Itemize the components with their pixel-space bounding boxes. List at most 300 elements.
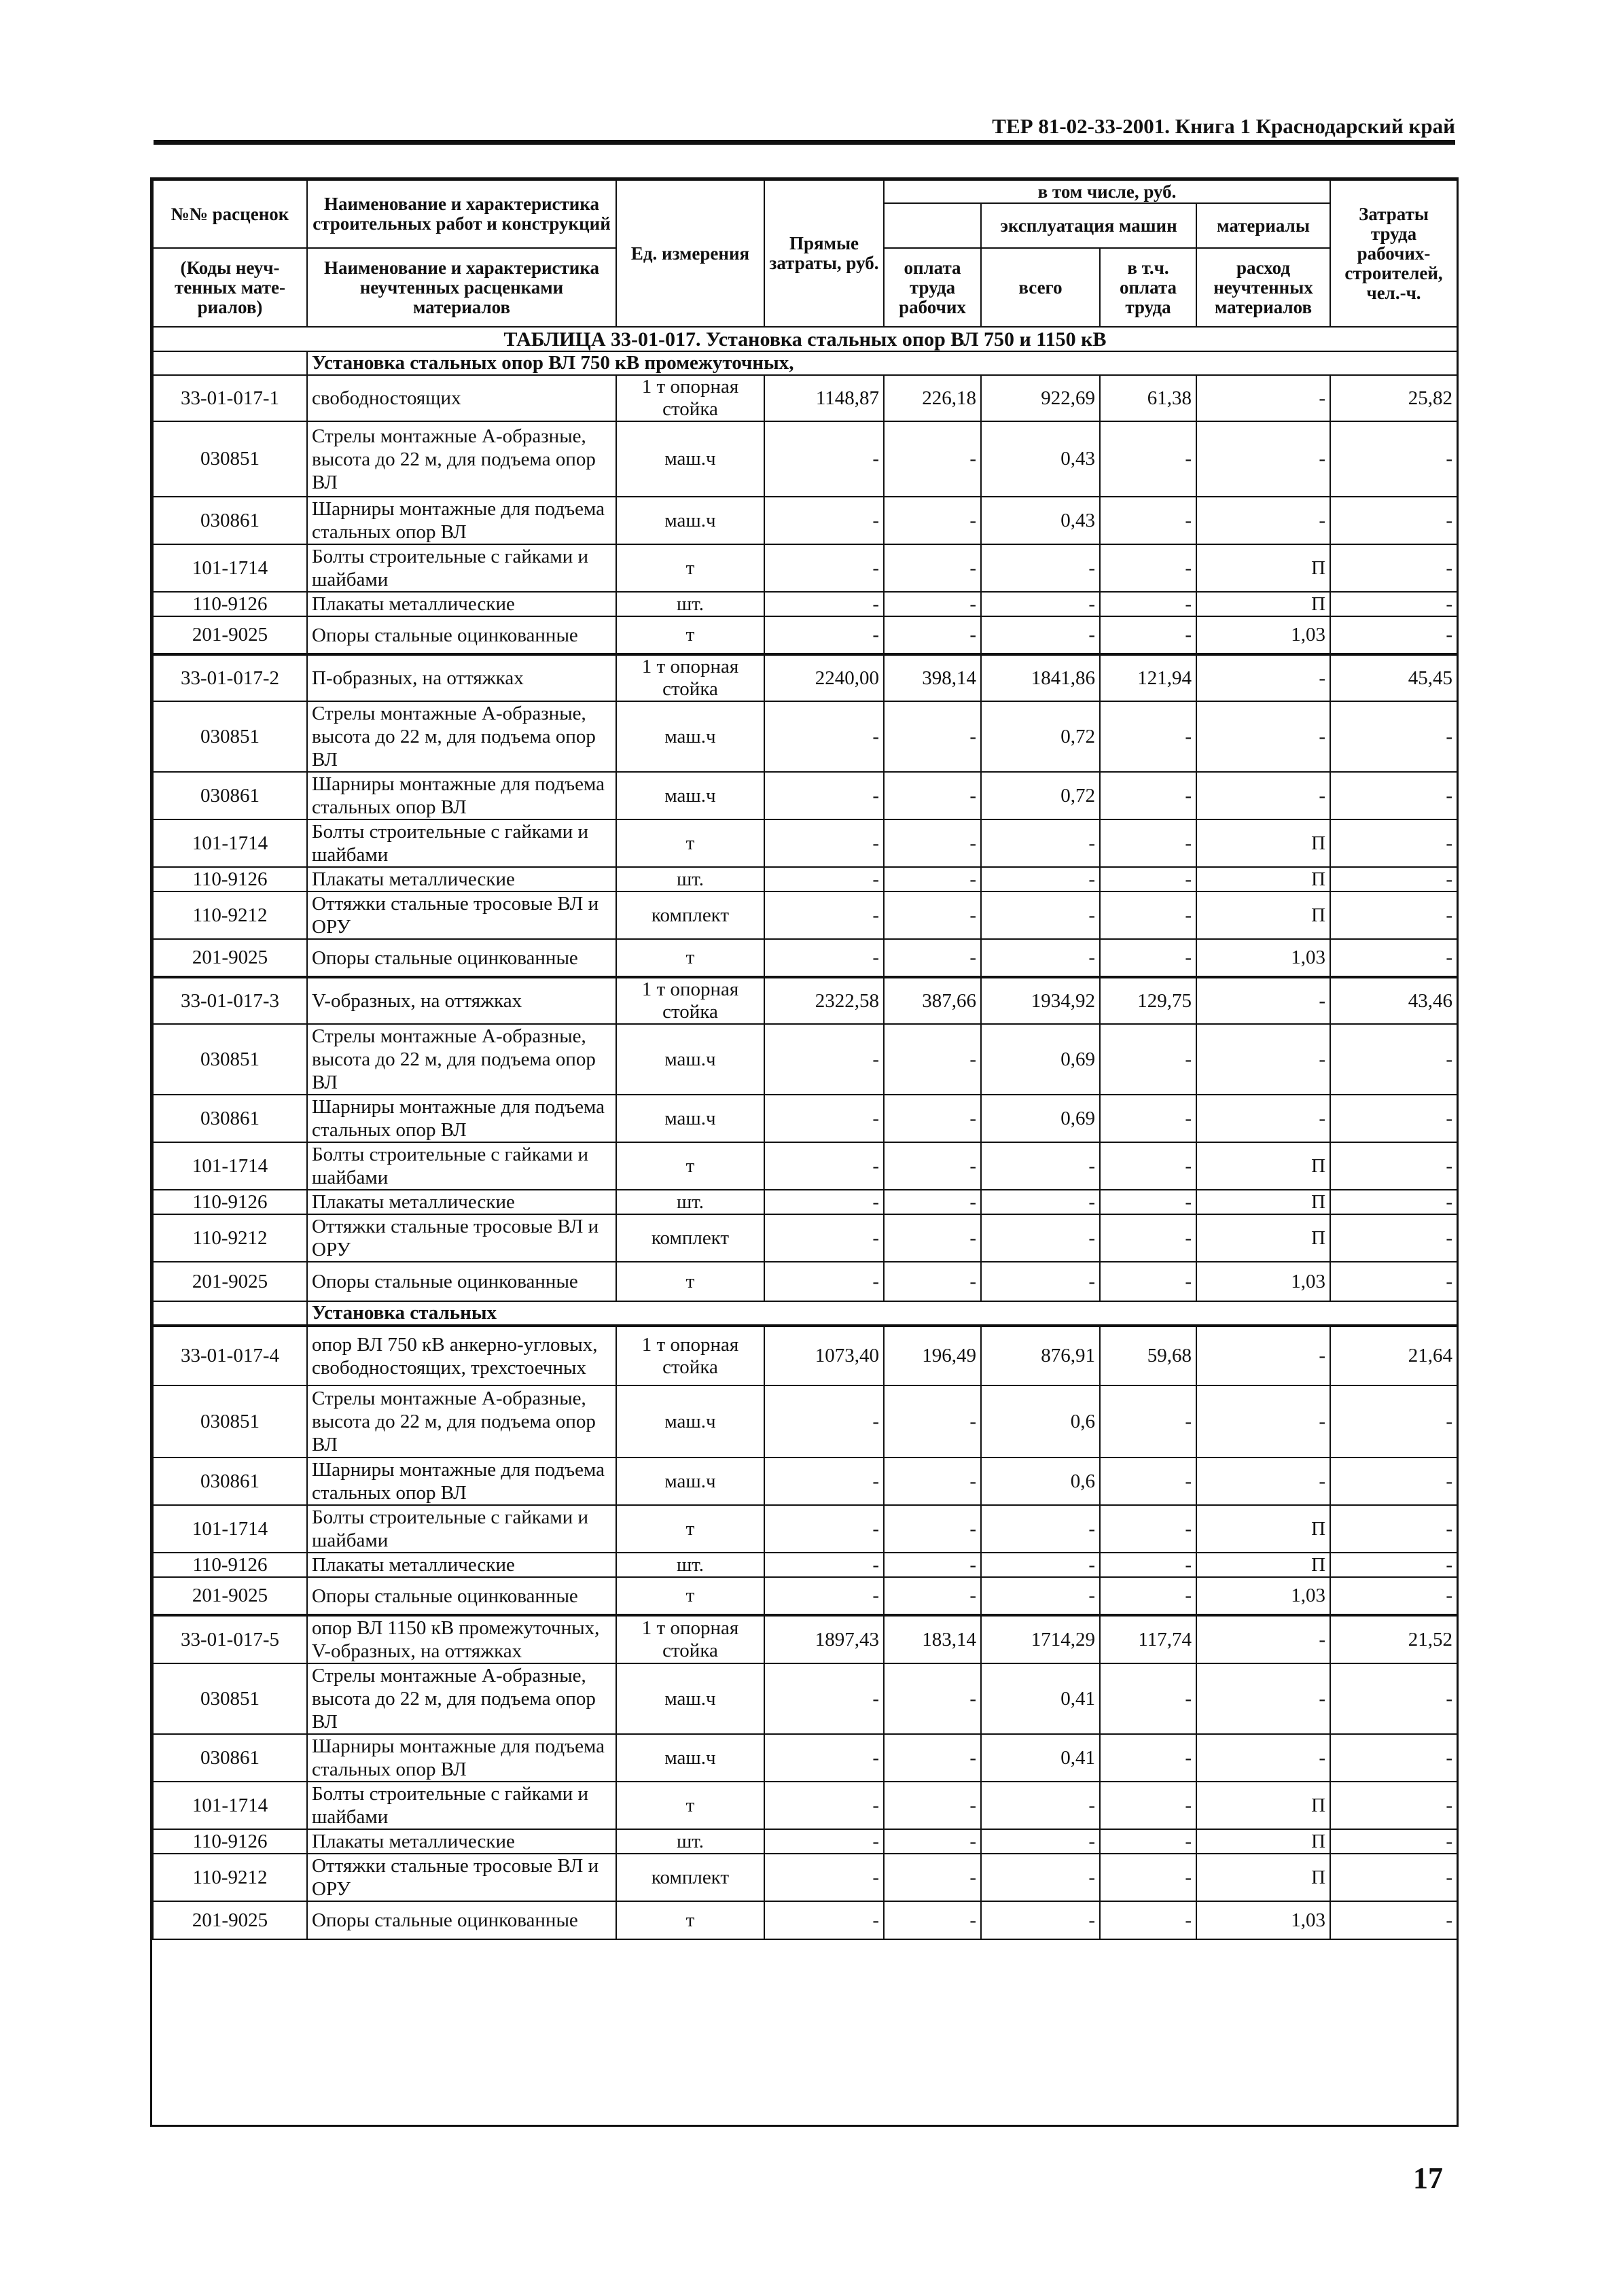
material-row [153, 1663, 1457, 1734]
direct-cost: - [764, 1142, 884, 1190]
material-row [153, 1782, 1457, 1829]
materials-cost: - [1196, 977, 1330, 1024]
machine-cost: 1714,29 [981, 1615, 1100, 1663]
rate-code: 101-1714 [153, 1505, 307, 1553]
materials-cost: П [1196, 1190, 1330, 1214]
machine-wage: - [1100, 1024, 1196, 1095]
rate-unit: маш.ч [616, 1095, 764, 1142]
labor-cost: - [1330, 1262, 1457, 1301]
materials-cost: П [1196, 1553, 1330, 1577]
machine-wage: 61,38 [1100, 375, 1196, 421]
material-row [153, 1553, 1457, 1577]
machine-cost: - [981, 819, 1100, 867]
materials-cost: П [1196, 891, 1330, 939]
worker-wage: 398,14 [884, 654, 981, 701]
direct-cost: - [764, 592, 884, 616]
materials-cost: - [1196, 1615, 1330, 1663]
direct-cost: 1148,87 [764, 375, 884, 421]
materials-cost: - [1196, 1458, 1330, 1505]
worker-wage: - [884, 1385, 981, 1458]
labor-cost: - [1330, 1458, 1457, 1505]
labor-cost: - [1330, 1385, 1457, 1458]
rate-name: Шарниры монтажные для подъема стальных опор ВЛ [307, 772, 616, 819]
rate-code: 110-9212 [153, 891, 307, 939]
machine-cost: - [981, 1901, 1100, 1939]
direct-cost: - [764, 819, 884, 867]
worker-wage: - [884, 592, 981, 616]
machine-cost: - [981, 1262, 1100, 1301]
rate-name: Опоры стальные оцинкованные [307, 616, 616, 654]
rate-unit: т [616, 1142, 764, 1190]
material-row [153, 1734, 1457, 1782]
direct-cost: - [764, 1663, 884, 1734]
direct-cost: - [764, 421, 884, 497]
rate-name: V-образных, на оттяжках [307, 977, 616, 1024]
rate-name: Болты строительные с гайками и шайбами [307, 1142, 616, 1190]
materials-cost: - [1196, 1024, 1330, 1095]
machine-wage: - [1100, 1505, 1196, 1553]
col-header-wage-top [884, 203, 981, 248]
machine-wage: - [1100, 1734, 1196, 1782]
materials-cost: П [1196, 1214, 1330, 1262]
labor-cost: - [1330, 1142, 1457, 1190]
material-row [153, 1829, 1457, 1854]
materials-cost: - [1196, 1095, 1330, 1142]
rate-row [153, 375, 1457, 421]
material-row [153, 497, 1457, 544]
worker-wage: - [884, 1829, 981, 1854]
labor-cost: - [1330, 867, 1457, 891]
price-table [152, 179, 1458, 1940]
rate-unit: т [616, 1505, 764, 1553]
machine-cost: 0,43 [981, 497, 1100, 544]
col-header-code: №№ расценок [153, 180, 307, 248]
machine-cost: 876,91 [981, 1326, 1100, 1385]
rate-code: 33-01-017-5 [153, 1615, 307, 1663]
rate-name: Шарниры монтажные для подъема стальных опор ВЛ [307, 1095, 616, 1142]
machine-wage: 117,74 [1100, 1615, 1196, 1663]
table-title: ТАБЛИЦА 33-01-017. Установка стальных опор ВЛ 750 и 1150 кВ [153, 327, 1457, 351]
direct-cost: - [764, 1734, 884, 1782]
direct-cost: - [764, 867, 884, 891]
worker-wage: - [884, 1663, 981, 1734]
machine-wage: - [1100, 1214, 1196, 1262]
labor-cost: - [1330, 1553, 1457, 1577]
materials-cost: П [1196, 867, 1330, 891]
machine-wage: - [1100, 1901, 1196, 1939]
machine-cost: - [981, 939, 1100, 977]
material-row [153, 544, 1457, 592]
worker-wage: - [884, 1458, 981, 1505]
page-number: 17 [1413, 2161, 1443, 2195]
material-row [153, 616, 1457, 654]
materials-cost: 1,03 [1196, 1901, 1330, 1939]
col-header-incl: в том числе, руб. [884, 180, 1330, 203]
worker-wage: - [884, 1901, 981, 1939]
machine-wage: - [1100, 1458, 1196, 1505]
running-header [154, 114, 1455, 138]
materials-cost: - [1196, 772, 1330, 819]
machine-cost: 0,41 [981, 1734, 1100, 1782]
rate-unit: т [616, 1901, 764, 1939]
direct-cost: - [764, 701, 884, 772]
rate-code: 101-1714 [153, 1142, 307, 1190]
labor-cost: - [1330, 421, 1457, 497]
rate-code: 201-9025 [153, 1901, 307, 1939]
machine-cost: - [981, 1577, 1100, 1615]
rate-code: 030851 [153, 1663, 307, 1734]
worker-wage: 196,49 [884, 1326, 981, 1385]
material-row [153, 1505, 1457, 1553]
rate-unit: маш.ч [616, 1024, 764, 1095]
machine-wage: - [1100, 1577, 1196, 1615]
rate-name: Плакаты металлические [307, 1190, 616, 1214]
direct-cost: - [764, 1505, 884, 1553]
rate-unit: 1 т опорная стойка [616, 375, 764, 421]
header-text: ТЕР 81-02-33-2001. Книга 1 Краснодарский край [992, 114, 1455, 138]
materials-cost: - [1196, 1385, 1330, 1458]
rate-name: опор ВЛ 1150 кВ промежуточных, V-образных, на оттяжках [307, 1615, 616, 1663]
worker-wage: - [884, 1214, 981, 1262]
direct-cost: - [764, 544, 884, 592]
group-spacer [153, 351, 307, 375]
rate-name: Опоры стальные оцинкованные [307, 1262, 616, 1301]
rate-code: 201-9025 [153, 616, 307, 654]
material-row [153, 1214, 1457, 1262]
rate-name: Опоры стальные оцинкованные [307, 939, 616, 977]
material-row [153, 1854, 1457, 1901]
machine-wage: 129,75 [1100, 977, 1196, 1024]
materials-cost: - [1196, 654, 1330, 701]
rate-name: Стрелы монтажные А-образные, высота до 22 м, для подъема опор ВЛ [307, 421, 616, 497]
rate-code: 110-9126 [153, 867, 307, 891]
labor-cost: - [1330, 1505, 1457, 1553]
materials-cost: П [1196, 592, 1330, 616]
labor-cost: - [1330, 1190, 1457, 1214]
rate-code: 110-9212 [153, 1854, 307, 1901]
worker-wage: - [884, 1734, 981, 1782]
materials-cost: - [1196, 1326, 1330, 1385]
materials-cost: - [1196, 375, 1330, 421]
machine-wage: - [1100, 497, 1196, 544]
labor-cost: 43,46 [1330, 977, 1457, 1024]
col-header-direct: Прямые затраты, руб. [764, 180, 884, 327]
material-row [153, 1901, 1457, 1939]
worker-wage: - [884, 1142, 981, 1190]
rate-unit: т [616, 1782, 764, 1829]
labor-cost: - [1330, 1734, 1457, 1782]
direct-cost: - [764, 1553, 884, 1577]
worker-wage: - [884, 1262, 981, 1301]
rate-code: 201-9025 [153, 939, 307, 977]
rate-row [153, 1326, 1457, 1385]
machine-cost: - [981, 544, 1100, 592]
direct-cost: 1073,40 [764, 1326, 884, 1385]
materials-cost: П [1196, 819, 1330, 867]
worker-wage: - [884, 772, 981, 819]
rate-unit: комплект [616, 1214, 764, 1262]
machine-wage: - [1100, 891, 1196, 939]
rate-name: П-образных, на оттяжках [307, 654, 616, 701]
labor-cost: - [1330, 1901, 1457, 1939]
materials-cost: П [1196, 1142, 1330, 1190]
rate-unit: 1 т опорная стойка [616, 1615, 764, 1663]
worker-wage: - [884, 497, 981, 544]
worker-wage: - [884, 1854, 981, 1901]
col-header-wage: оплата труда рабочих [884, 248, 981, 327]
materials-cost: - [1196, 1734, 1330, 1782]
worker-wage: - [884, 939, 981, 977]
worker-wage: 183,14 [884, 1615, 981, 1663]
labor-cost: - [1330, 1577, 1457, 1615]
worker-wage: - [884, 544, 981, 592]
material-row [153, 1142, 1457, 1190]
rate-name: Стрелы монтажные А-образные, высота до 22 м, для подъема опор ВЛ [307, 1024, 616, 1095]
materials-cost: П [1196, 544, 1330, 592]
labor-cost: - [1330, 701, 1457, 772]
rate-unit: маш.ч [616, 1663, 764, 1734]
machine-cost: - [981, 867, 1100, 891]
materials-cost: - [1196, 421, 1330, 497]
direct-cost: - [764, 772, 884, 819]
labor-cost: - [1330, 616, 1457, 654]
material-row [153, 772, 1457, 819]
rate-code: 33-01-017-4 [153, 1326, 307, 1385]
labor-cost: - [1330, 772, 1457, 819]
rate-code: 110-9126 [153, 1190, 307, 1214]
materials-cost: - [1196, 701, 1330, 772]
rate-code: 030861 [153, 1734, 307, 1782]
machine-wage: - [1100, 1262, 1196, 1301]
machine-cost: 922,69 [981, 375, 1100, 421]
machine-wage: - [1100, 772, 1196, 819]
machine-cost: - [981, 1505, 1100, 1553]
rate-name: Оттяжки стальные тросовые ВЛ и ОРУ [307, 891, 616, 939]
rate-code: 030851 [153, 701, 307, 772]
machine-wage: 59,68 [1100, 1326, 1196, 1385]
rate-unit: шт. [616, 592, 764, 616]
worker-wage: - [884, 1190, 981, 1214]
rate-code: 33-01-017-3 [153, 977, 307, 1024]
machine-cost: 0,6 [981, 1385, 1100, 1458]
materials-cost: 1,03 [1196, 1262, 1330, 1301]
machine-cost: 0,72 [981, 701, 1100, 772]
machine-wage: - [1100, 1142, 1196, 1190]
materials-cost: 1,03 [1196, 1577, 1330, 1615]
worker-wage: - [884, 1782, 981, 1829]
labor-cost: - [1330, 819, 1457, 867]
header-rule [154, 140, 1455, 145]
worker-wage: - [884, 1505, 981, 1553]
worker-wage: - [884, 701, 981, 772]
rate-unit: маш.ч [616, 421, 764, 497]
labor-cost: - [1330, 1024, 1457, 1095]
material-row [153, 867, 1457, 891]
worker-wage: - [884, 1095, 981, 1142]
rate-name: Опоры стальные оцинкованные [307, 1901, 616, 1939]
rate-unit: т [616, 544, 764, 592]
rate-code: 030851 [153, 1385, 307, 1458]
worker-wage: - [884, 1577, 981, 1615]
worker-wage: 226,18 [884, 375, 981, 421]
col-header-materials: материалы [1196, 203, 1330, 248]
rate-name: Шарниры монтажные для подъема стальных опор ВЛ [307, 497, 616, 544]
price-table-frame [150, 177, 1459, 2127]
col-header-code-sub: (Коды неуч-тенных мате-риалов) [153, 248, 307, 327]
labor-cost: - [1330, 1663, 1457, 1734]
rate-row [153, 1615, 1457, 1663]
machine-wage: - [1100, 1854, 1196, 1901]
rate-code: 33-01-017-2 [153, 654, 307, 701]
direct-cost: - [764, 891, 884, 939]
rate-code: 110-9212 [153, 1214, 307, 1262]
machine-cost: - [981, 1553, 1100, 1577]
group-row [153, 351, 1457, 375]
machine-cost: 0,69 [981, 1095, 1100, 1142]
rate-unit: т [616, 1262, 764, 1301]
rate-row [153, 654, 1457, 701]
rate-row [153, 977, 1457, 1024]
rate-unit: т [616, 1577, 764, 1615]
labor-cost: 21,64 [1330, 1326, 1457, 1385]
rate-code: 030861 [153, 1458, 307, 1505]
labor-cost: - [1330, 1214, 1457, 1262]
machine-cost: 1841,86 [981, 654, 1100, 701]
machine-cost: - [981, 1214, 1100, 1262]
machine-wage: - [1100, 421, 1196, 497]
material-row [153, 939, 1457, 977]
rate-unit: маш.ч [616, 1734, 764, 1782]
labor-cost: - [1330, 1854, 1457, 1901]
machine-cost: 0,69 [981, 1024, 1100, 1095]
rate-name: Болты строительные с гайками и шайбами [307, 1505, 616, 1553]
machine-wage: - [1100, 616, 1196, 654]
direct-cost: - [764, 1577, 884, 1615]
machine-cost: - [981, 1829, 1100, 1854]
labor-cost: - [1330, 1095, 1457, 1142]
col-header-exploit-total: всего [981, 248, 1100, 327]
machine-wage: - [1100, 819, 1196, 867]
rate-code: 101-1714 [153, 1782, 307, 1829]
rate-name: Болты строительные с гайками и шайбами [307, 819, 616, 867]
rate-code: 030861 [153, 497, 307, 544]
rate-name: Оттяжки стальные тросовые ВЛ и ОРУ [307, 1854, 616, 1901]
labor-cost: - [1330, 544, 1457, 592]
materials-cost: П [1196, 1505, 1330, 1553]
table-body [153, 327, 1457, 1939]
materials-cost: П [1196, 1782, 1330, 1829]
material-row [153, 1024, 1457, 1095]
machine-wage: - [1100, 1553, 1196, 1577]
machine-cost: 0,72 [981, 772, 1100, 819]
materials-cost: П [1196, 1829, 1330, 1854]
rate-unit: т [616, 819, 764, 867]
rate-name: Стрелы монтажные А-образные, высота до 22 м, для подъема опор ВЛ [307, 1663, 616, 1734]
rate-name: Болты строительные с гайками и шайбами [307, 1782, 616, 1829]
direct-cost: - [764, 1829, 884, 1854]
group-row [153, 1301, 1457, 1326]
machine-cost: - [981, 891, 1100, 939]
machine-wage: - [1100, 939, 1196, 977]
rate-unit: шт. [616, 1190, 764, 1214]
rate-name: Плакаты металлические [307, 867, 616, 891]
rate-name: свободностоящих [307, 375, 616, 421]
worker-wage: 387,66 [884, 977, 981, 1024]
rate-unit: маш.ч [616, 772, 764, 819]
machine-wage: - [1100, 1663, 1196, 1734]
rate-code: 030851 [153, 421, 307, 497]
rate-unit: маш.ч [616, 1385, 764, 1458]
worker-wage: - [884, 1553, 981, 1577]
rate-unit: маш.ч [616, 1458, 764, 1505]
machine-wage: - [1100, 1385, 1196, 1458]
rate-code: 030851 [153, 1024, 307, 1095]
material-row [153, 1095, 1457, 1142]
rate-unit: шт. [616, 1829, 764, 1854]
materials-cost: 1,03 [1196, 939, 1330, 977]
labor-cost: 45,45 [1330, 654, 1457, 701]
machine-wage: - [1100, 1782, 1196, 1829]
machine-wage: 121,94 [1100, 654, 1196, 701]
col-header-name: Наименование и характеристика строительных работ и конструкций [307, 180, 616, 248]
direct-cost: - [764, 939, 884, 977]
worker-wage: - [884, 819, 981, 867]
material-row [153, 1458, 1457, 1505]
direct-cost: 2322,58 [764, 977, 884, 1024]
direct-cost: - [764, 1854, 884, 1901]
worker-wage: - [884, 867, 981, 891]
material-row [153, 1262, 1457, 1301]
labor-cost: 25,82 [1330, 375, 1457, 421]
rate-name: Плакаты металлические [307, 1553, 616, 1577]
machine-cost: 0,43 [981, 421, 1100, 497]
worker-wage: - [884, 616, 981, 654]
rate-code: 110-9126 [153, 592, 307, 616]
rate-unit: т [616, 939, 764, 977]
material-row [153, 421, 1457, 497]
machine-wage: - [1100, 867, 1196, 891]
worker-wage: - [884, 1024, 981, 1095]
labor-cost: - [1330, 1782, 1457, 1829]
rate-unit: маш.ч [616, 701, 764, 772]
machine-cost: - [981, 1190, 1100, 1214]
direct-cost: - [764, 1024, 884, 1095]
worker-wage: - [884, 891, 981, 939]
col-header-unit: Ед. измерения [616, 180, 764, 327]
machine-cost: - [981, 616, 1100, 654]
rate-code: 110-9126 [153, 1553, 307, 1577]
labor-cost: - [1330, 1829, 1457, 1854]
worker-wage: - [884, 421, 981, 497]
machine-cost: 1934,92 [981, 977, 1100, 1024]
direct-cost: - [764, 1901, 884, 1939]
col-header-materials-sub: расход неучтенных материалов [1196, 248, 1330, 327]
group-title-1: Установка стальных опор ВЛ 750 кВ промежуточных, [307, 351, 1457, 375]
group-title-2: Установка стальных [307, 1301, 1457, 1326]
direct-cost: - [764, 616, 884, 654]
material-row [153, 1385, 1457, 1458]
direct-cost: - [764, 1385, 884, 1458]
rate-name: опор ВЛ 750 кВ анкерно-угловых, свободностоящих, трехстоечных [307, 1326, 616, 1385]
col-header-exploit-wage: в т.ч. оплата труда [1100, 248, 1196, 327]
machine-cost: - [981, 1782, 1100, 1829]
rate-unit: маш.ч [616, 497, 764, 544]
labor-cost: - [1330, 891, 1457, 939]
rate-name: Болты строительные с гайками и шайбами [307, 544, 616, 592]
rate-unit: 1 т опорная стойка [616, 1326, 764, 1385]
col-header-name-sub: Наименование и характеристика неучтенных расценками материалов [307, 248, 616, 327]
rate-unit: комплект [616, 1854, 764, 1901]
